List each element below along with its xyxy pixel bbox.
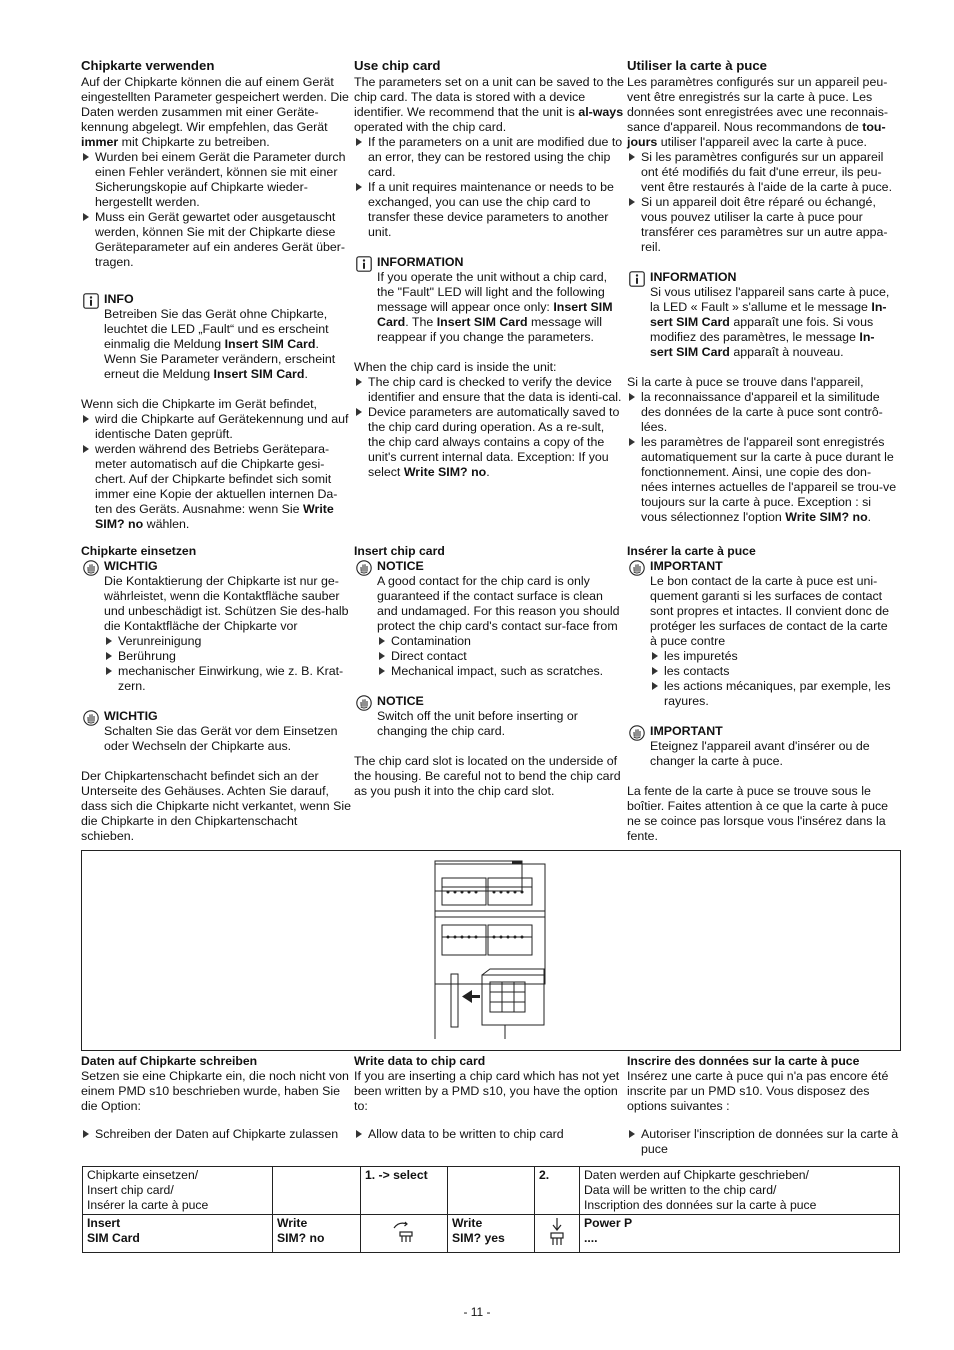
table-cell: [535, 1215, 580, 1253]
notice-text: Schalten Sie das Gerät vor dem Einsetzen oder Wechseln der Chipkarte aus.: [104, 724, 338, 753]
list-item: If the parameters on a unit are modified due to an error, they can be restored using the chip card.: [354, 135, 624, 180]
list-item: les contacts: [650, 664, 897, 679]
when-list: [354, 375, 624, 480]
table-cell: Insert SIM Card: [83, 1215, 273, 1253]
notice-text: Die Kontaktierung der Chipkarte ist nur ge-währleistet, wenn die Kontaktfläche sauber und unbeschädigt ist. Schützen Sie des-halb die Kontaktfläche der Chipkarte vor: [104, 574, 349, 633]
intro-paragraph: Auf der Chipkarte können die auf einem Gerät eingestellten Parameter gespeichert werden. Die Daten werden zusammen mit einer Geräte-kennung abgelegt. Wir empfehlen, das Gerät immer mit Chipkarte zu betreiben.: [81, 75, 349, 149]
info-title: INFORMATION: [650, 270, 737, 284]
list-item: If a unit requires maintenance or needs to be exchanged, you can use the chip card to transfer these device parameters to another unit.: [354, 180, 624, 240]
list-item: Berührung: [104, 649, 351, 664]
notice-box: [627, 724, 897, 769]
column-french: [627, 58, 897, 525]
table-cell: 1. -> select: [361, 1167, 448, 1215]
info-text: Si vous utilisez l'appareil sans carte à puce, la LED « Fault » s'allume et le message In-sert SIM Card apparaît une fois. Si vous modifiez des paramètres, le message In-sert SIM Card apparaît à nouveau.: [650, 285, 890, 359]
subsection-title: Inscrire des données sur la carte à puce: [627, 1054, 860, 1068]
table-cell: [361, 1215, 448, 1253]
hand-warning-icon: [83, 710, 99, 726]
notice-text: Le bon contact de la carte à puce est uni-quement garanti si les surfaces de contact sont propres et intactes. Il convient donc de protéger les surfaces de contact de la carte à puce contre: [650, 574, 890, 648]
write-section-french: [627, 1054, 899, 1157]
info-box: [81, 292, 351, 382]
notice-title: IMPORTANT: [650, 559, 723, 573]
hand-warning-icon: [83, 560, 99, 576]
notice-list: [377, 634, 624, 679]
hand-warning-icon: [356, 695, 372, 711]
device-drawing: [82, 851, 900, 1050]
when-text: Si la carte à puce se trouve dans l'appareil,: [627, 375, 864, 389]
notice-text: Switch off the unit before inserting or changing the chip card.: [377, 709, 578, 738]
section-title: Utiliser la carte à puce: [627, 58, 768, 73]
info-box: [627, 270, 897, 360]
table-cell: Power P ....: [580, 1215, 900, 1253]
list-item: Mechanical impact, such as scratches.: [377, 664, 624, 679]
benefit-list: [627, 150, 897, 255]
info-box: [354, 255, 624, 345]
notice-title: NOTICE: [377, 694, 424, 708]
table-cell: [448, 1167, 535, 1215]
hand-warning-icon: [629, 725, 645, 741]
device-illustration: [81, 850, 901, 1051]
list-item: Muss ein Gerät gewartet oder ausgetauscht werden, können Sie mit der Chipkarte diese Geräteparameter auf ein anderes Gerät über-tragen.: [81, 210, 351, 270]
list-item: Si les paramètres configurés sur un appareil ont été modifiés du fait d'une erreur, ils peu-vent être restaurés à l'aide de la carte à puce.: [627, 150, 897, 195]
hand-warning-icon: [356, 560, 372, 576]
table-row: [83, 1215, 900, 1253]
benefit-list: [81, 150, 351, 270]
info-icon: [83, 293, 99, 309]
table-cell: Daten werden auf Chipkarte geschrieben/ Data will be written to the chip card/ Inscription des données sur la carte à puce: [580, 1167, 900, 1215]
table-cell: 2.: [535, 1167, 580, 1215]
write-section-german: [81, 1054, 353, 1142]
list-item: Autoriser l'inscription de données sur la carte à puce: [627, 1127, 899, 1157]
notice-box: [354, 559, 624, 679]
press-knob-icon: [548, 1217, 566, 1247]
list-item: wird die Chipkarte auf Gerätekennung und auf identische Daten geprüft.: [81, 412, 351, 442]
list-item: Wurden bei einem Gerät die Parameter durch einen Fehler verändert, können sie mit einer Sicherungskopie auf Chipkarte wieder-hergestellt werden.: [81, 150, 351, 210]
benefit-list: [354, 135, 624, 240]
write-text: Insérez une carte à puce qui n'a pas encore été inscrite par un PMD s10. Vous disposez des options suivantes :: [627, 1069, 889, 1113]
when-list: [627, 390, 897, 525]
info-text: If you operate the unit without a chip card, the "Fault" LED will light and the following message will appear once only: Insert SIM Card. The Insert SIM Card message will reappear if you change the parameters.: [377, 270, 613, 344]
info-icon: [629, 271, 645, 287]
subsection-title: Write data to chip card: [354, 1054, 486, 1068]
column-english: [354, 58, 624, 480]
insert-section-german: [81, 544, 351, 844]
notice-box: [81, 559, 351, 694]
slot-text: La fente de la carte à puce se trouve sous le boîtier. Faites attention à ce que la carte à puce ne se coince pas lorsque vous l'insérez dans la fente.: [627, 784, 889, 843]
table-cell: [273, 1167, 361, 1215]
rotate-knob-icon: [391, 1220, 417, 1244]
list-item: la reconnaissance d'appareil et la similitude des données de la carte à puce sont contrô-lées.: [627, 390, 897, 435]
notice-title: IMPORTANT: [650, 724, 723, 738]
info-title: INFORMATION: [377, 255, 464, 269]
list-item: werden während des Betriebs Gerätepara-meter automatisch auf die Chipkarte gesi-chert. Auf der Chipkarte befindet sich somit immer eine Kopie der aktuellen internen Da-ten des Geräts. Ausnahme: wenn Sie Write SIM? no wählen.: [81, 442, 351, 532]
list-item: Direct contact: [377, 649, 624, 664]
list-item: mechanischer Einwirkung, wie z. B. Krat-zern.: [104, 664, 351, 694]
table-cell: Write SIM? no: [273, 1215, 361, 1253]
list-item: Allow data to be written to chip card: [354, 1127, 626, 1142]
slot-text: Der Chipkartenschacht befindet sich an der Unterseite des Gehäuses. Achten Sie darauf, dass sich die Chipkarte nicht verkantet, wenn Sie die Chipkarte in den Chipkartenschacht schieben.: [81, 769, 351, 843]
write-section-english: [354, 1054, 626, 1142]
write-list: [81, 1127, 353, 1142]
list-item: The chip card is checked to verify the device identifier and ensure that the data is identi-cal.: [354, 375, 624, 405]
section-title: Chipkarte verwenden: [81, 58, 215, 73]
intro-paragraph: The parameters set on a unit can be saved to the chip card. The data is stored with a device identifier. We recommend that the unit is al-ways operated with the chip card.: [354, 75, 625, 134]
write-text: If you are inserting a chip card which has not yet been written by a PMD s10, you have the option to:: [354, 1069, 620, 1113]
list-item: Schreiben der Daten auf Chipkarte zulassen: [81, 1127, 353, 1142]
list-item: les actions mécaniques, par exemple, les rayures.: [650, 679, 897, 709]
insert-section-french: [627, 544, 897, 844]
when-list: [81, 412, 351, 532]
notice-list: [650, 649, 897, 709]
when-text: When the chip card is inside the unit:: [354, 360, 557, 374]
subsection-title: Insert chip card: [354, 544, 445, 558]
notice-title: NOTICE: [377, 559, 424, 573]
section-title: Use chip card: [354, 58, 441, 73]
list-item: les impuretés: [650, 649, 897, 664]
notice-title: WICHTIG: [104, 559, 158, 573]
hand-warning-icon: [629, 560, 645, 576]
table-row: [83, 1167, 900, 1215]
intro-paragraph: Les paramètres configurés sur un appareil peu-vent être enregistrés sur la carte à puce. Les données sont enregistrées avec une reconnais-sance d'appareil. Nous recommandons de tou-jours utiliser l'appareil avec la carte à puce.: [627, 75, 889, 149]
info-icon: [356, 256, 372, 272]
write-list: [627, 1127, 899, 1157]
info-title: INFO: [104, 292, 134, 306]
notice-box: [627, 559, 897, 709]
info-text: Betreiben Sie das Gerät ohne Chipkarte, leuchtet die LED „Fault“ und es erscheint einmalig die Meldung Insert SIM Card. Wenn Sie Parameter verändern, erscheint erneut die Meldung Insert SIM Card.: [104, 307, 336, 381]
list-item: Si un appareil doit être réparé ou échangé, vous pouvez utiliser la carte à puce pour transférer ces paramètres sur un autre appa-reil.: [627, 195, 897, 255]
list-item: Contamination: [377, 634, 624, 649]
list-item: Verunreinigung: [104, 634, 351, 649]
notice-list: [104, 634, 351, 694]
procedure-table: [82, 1166, 900, 1253]
subsection-title: Daten auf Chipkarte schreiben: [81, 1054, 258, 1068]
notice-text: Eteignez l'appareil avant d'insérer ou de changer la carte à puce.: [650, 739, 870, 768]
subsection-title: Chipkarte einsetzen: [81, 544, 197, 558]
list-item: Device parameters are automatically saved to the chip card during operation. As a re-sult, the chip card always contains a copy of the unit's current internal data. Exception: If you select Write SIM? no.: [354, 405, 624, 480]
slot-text: The chip card slot is located on the underside of the housing. Be careful not to bend the chip card as you push it into the chip card slot.: [354, 754, 621, 798]
subsection-title: Insérer la carte à puce: [627, 544, 756, 558]
insert-section-english: [354, 544, 624, 799]
notice-box: [81, 709, 351, 754]
page-number: - 11 -: [463, 1305, 491, 1319]
list-item: les paramètres de l'appareil sont enregistrés automatiquement sur la carte à puce durant le fonctionnement. Ainsi, une copie des don-nées internes actuelles de l'appareil se trou-ve toujours sur la carte à puce. Exception : si vous sélectionnez l'option Write SIM? no.: [627, 435, 897, 525]
notice-title: WICHTIG: [104, 709, 158, 723]
notice-box: [354, 694, 624, 739]
column-german: [81, 58, 351, 532]
write-list: [354, 1127, 626, 1142]
table-cell: Write SIM? yes: [448, 1215, 535, 1253]
write-text: Setzen sie eine Chipkarte ein, die noch nicht von einem PMD s10 beschrieben wurde, haben Sie die Option:: [81, 1069, 349, 1113]
notice-text: A good contact for the chip card is only guaranteed if the contact surface is clean and undamaged. For this reason you should protect the chip card's contact sur-face from: [377, 574, 620, 633]
table-cell: Chipkarte einsetzen/ Insert chip card/ Insérer la carte à puce: [83, 1167, 273, 1215]
when-text: Wenn sich die Chipkarte im Gerät befindet,: [81, 397, 317, 411]
